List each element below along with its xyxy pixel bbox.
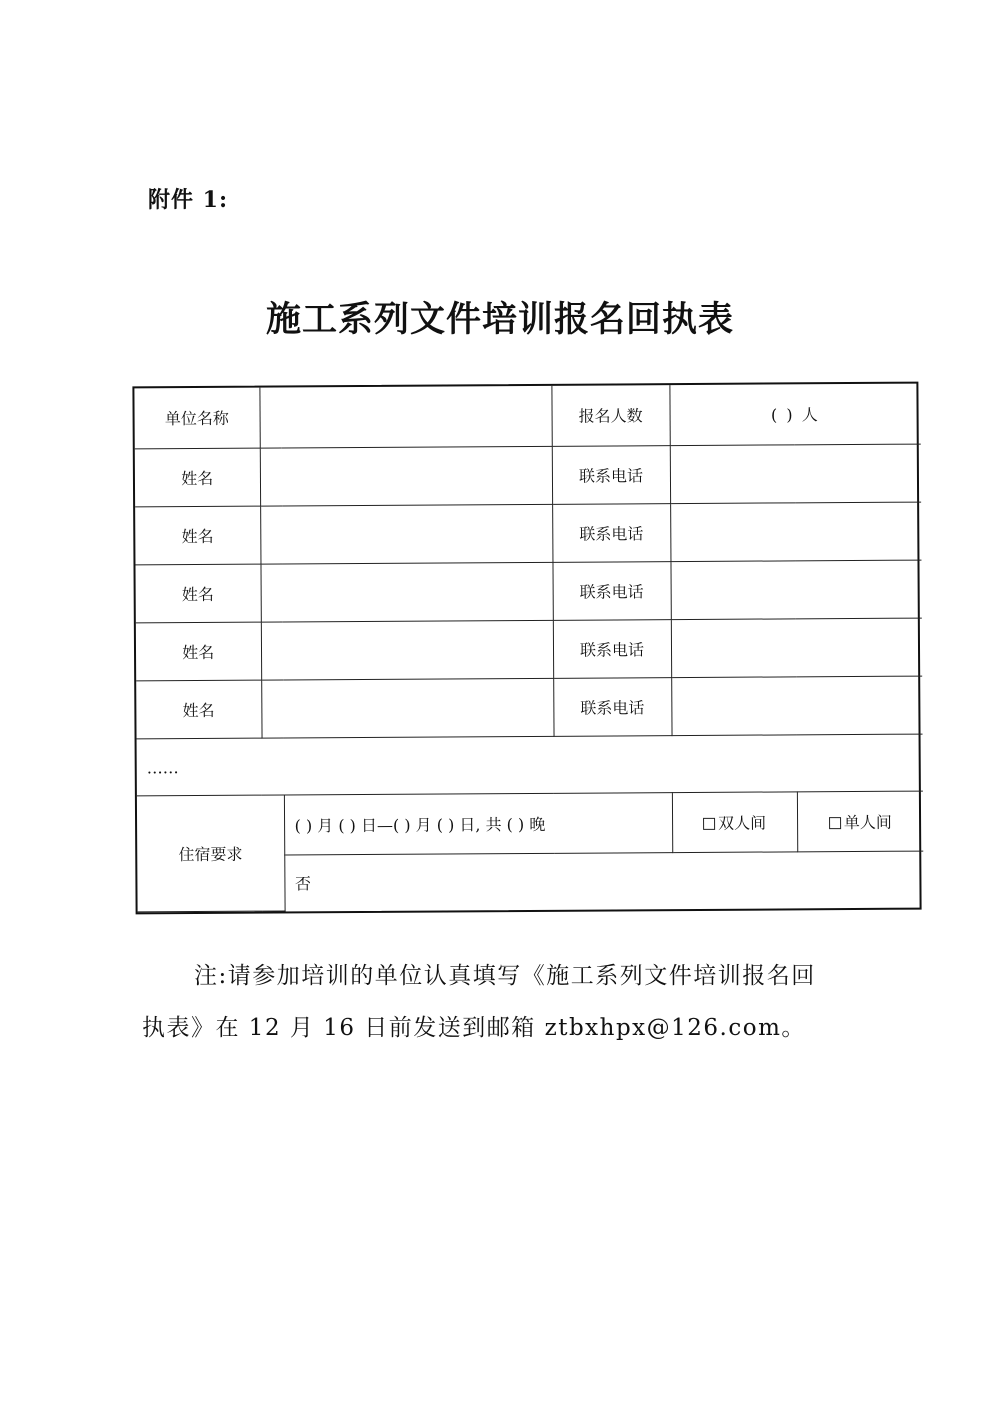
double-room-option[interactable]: [672, 791, 797, 852]
participant-row: [135, 502, 921, 565]
lodging-row: [137, 791, 923, 856]
participant-row: [136, 676, 922, 739]
unit-name-field[interactable]: [259, 386, 551, 448]
attachment-label: 附件 1:: [148, 187, 229, 213]
participant-row: [136, 618, 922, 681]
double-room-checkbox[interactable]: [703, 818, 715, 830]
double-room-label: 双人间: [717, 813, 767, 833]
name-label: 姓名: [135, 506, 260, 565]
name-field[interactable]: [260, 504, 552, 564]
name-field[interactable]: [261, 679, 553, 739]
name-field[interactable]: [260, 562, 552, 622]
note-line-1: 注:请参加培训的单位认真填写《施工系列文件培训报名回: [194, 963, 816, 989]
name-label: 姓名: [136, 622, 261, 681]
single-room-option[interactable]: [797, 791, 923, 852]
name-label: 姓名: [135, 564, 260, 623]
ellipsis-text: ……: [137, 735, 923, 796]
name-label: 姓名: [136, 680, 261, 739]
name-field[interactable]: [261, 620, 553, 680]
phone-field[interactable]: [670, 444, 921, 504]
page-title: 施工系列文件培训报名回执表: [265, 299, 734, 340]
lodging-label: 住宿要求: [137, 795, 285, 912]
registration-form: [132, 382, 921, 915]
registration-table: [134, 384, 923, 913]
phone-field[interactable]: [671, 676, 922, 736]
phone-label: 联系电话: [552, 503, 670, 562]
unit-name-label: 单位名称: [134, 388, 259, 449]
phone-field[interactable]: [670, 502, 921, 562]
note-line-2: 执表》在 12 月 16 日前发送到邮箱 ztbxhpx@126.com。: [142, 1015, 806, 1041]
single-room-label: 单人间: [843, 812, 892, 832]
unit-row: [134, 384, 920, 449]
name-label: 姓名: [135, 448, 260, 507]
submission-note: [142, 950, 902, 1054]
no-lodging-option[interactable]: 否: [284, 851, 923, 911]
participant-row: [135, 560, 921, 623]
phone-field[interactable]: [670, 560, 921, 620]
single-room-checkbox[interactable]: [829, 817, 841, 829]
participant-row: [135, 444, 921, 507]
lodging-dates-field[interactable]: ( ) 月 ( ) 日—( ) 月 ( ) 日, 共 ( ) 晚: [284, 792, 672, 855]
count-field[interactable]: ( ) 人: [669, 384, 920, 446]
phone-label: 联系电话: [552, 445, 670, 504]
ellipsis-row: [137, 735, 923, 796]
name-field[interactable]: [260, 446, 552, 506]
phone-label: 联系电话: [553, 678, 671, 737]
phone-label: 联系电话: [552, 562, 670, 621]
count-label: 报名人数: [551, 385, 669, 446]
phone-label: 联系电话: [553, 620, 671, 679]
phone-field[interactable]: [671, 618, 922, 678]
